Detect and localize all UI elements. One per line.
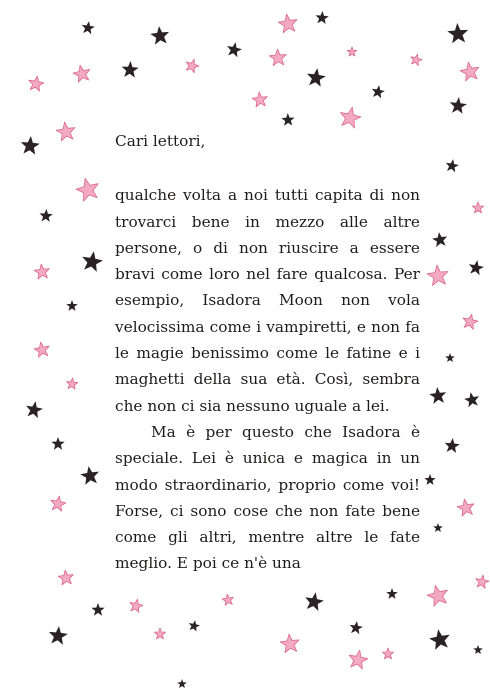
letter-body xyxy=(115,128,420,577)
dark-star-icon xyxy=(51,437,64,450)
dark-star-icon xyxy=(91,603,104,616)
dark-star-icon xyxy=(316,11,329,24)
pink-star-icon xyxy=(463,314,478,329)
dark-star-icon xyxy=(82,251,103,272)
pink-star-icon xyxy=(476,575,489,588)
pink-star-icon xyxy=(58,570,73,585)
pink-star-icon xyxy=(51,496,66,511)
dark-star-icon xyxy=(40,209,53,222)
pink-star-icon xyxy=(472,202,483,213)
dark-star-icon xyxy=(66,300,77,311)
dark-star-icon xyxy=(446,159,459,172)
dark-star-icon xyxy=(432,232,447,247)
pink-star-icon xyxy=(34,342,49,357)
dark-star-icon xyxy=(189,620,200,631)
pink-star-icon xyxy=(34,264,49,279)
pink-star-icon xyxy=(457,499,474,516)
pink-star-icon xyxy=(154,628,165,639)
pink-star-icon xyxy=(130,599,143,612)
dark-star-icon xyxy=(177,679,187,688)
pink-star-icon xyxy=(411,54,422,65)
dark-star-icon xyxy=(429,629,450,650)
dark-star-icon xyxy=(49,626,68,645)
pink-star-icon xyxy=(76,178,98,201)
dark-star-icon xyxy=(433,523,443,532)
dark-star-icon xyxy=(429,387,446,404)
pink-star-icon xyxy=(382,648,393,659)
dark-star-icon xyxy=(424,474,435,485)
dark-star-icon xyxy=(445,438,460,453)
pink-star-icon xyxy=(186,59,199,72)
pink-star-icon xyxy=(67,378,78,389)
pink-star-icon xyxy=(269,49,286,66)
pink-star-icon xyxy=(280,634,299,653)
dark-star-icon xyxy=(450,97,467,114)
dark-star-icon xyxy=(305,592,324,611)
letter-paragraph-2: Ma è per questo che Isadora è speciale. Lei è unica e magica in un modo straordinario, proprio come voi! Forse, ci sono cose che non fate bene come gli altri, mentre altre le fate meglio. E poi ce n'è una xyxy=(115,422,420,573)
pink-star-icon xyxy=(29,76,44,91)
dark-star-icon xyxy=(21,136,40,155)
pink-star-icon xyxy=(56,122,75,141)
dark-star-icon xyxy=(150,26,169,45)
dark-star-icon xyxy=(26,401,43,418)
dark-star-icon xyxy=(227,42,242,57)
dark-star-icon xyxy=(307,68,326,87)
pink-star-icon xyxy=(427,265,448,285)
pink-star-icon xyxy=(222,594,233,605)
pink-star-icon xyxy=(341,107,361,128)
dark-star-icon xyxy=(80,466,99,485)
pink-star-icon xyxy=(252,92,267,107)
dark-star-icon xyxy=(350,621,363,634)
dark-star-icon xyxy=(464,392,479,407)
pink-star-icon xyxy=(349,650,368,669)
dark-star-icon xyxy=(469,260,484,275)
dark-star-icon xyxy=(372,85,385,98)
dark-star-icon xyxy=(473,645,483,654)
pink-star-icon xyxy=(460,62,479,81)
dark-star-icon xyxy=(82,21,95,34)
pink-star-icon xyxy=(278,14,297,33)
letter-greeting: Cari lettori, xyxy=(115,132,206,150)
letter-paragraph-1: qualche volta a noi tutti capita di non trovarci bene in mezzo alle altre persone, o di non riuscire a essere bravi come loro nel fare qualcosa. Per esempio, Isadora Moon non vola velocissima come i vampiretti, e non fa le magie benissimo come le fatine e i maghetti della sua età. Così, sembra che non ci sia nessuno uguale a lei. xyxy=(115,186,420,415)
pink-star-icon xyxy=(427,585,447,606)
dark-star-icon xyxy=(447,23,468,43)
pink-star-icon xyxy=(73,65,90,82)
pink-star-icon xyxy=(347,47,357,56)
dark-star-icon xyxy=(281,113,294,126)
dark-star-icon xyxy=(445,353,455,362)
dark-star-icon xyxy=(122,61,139,78)
dark-star-icon xyxy=(386,588,397,599)
